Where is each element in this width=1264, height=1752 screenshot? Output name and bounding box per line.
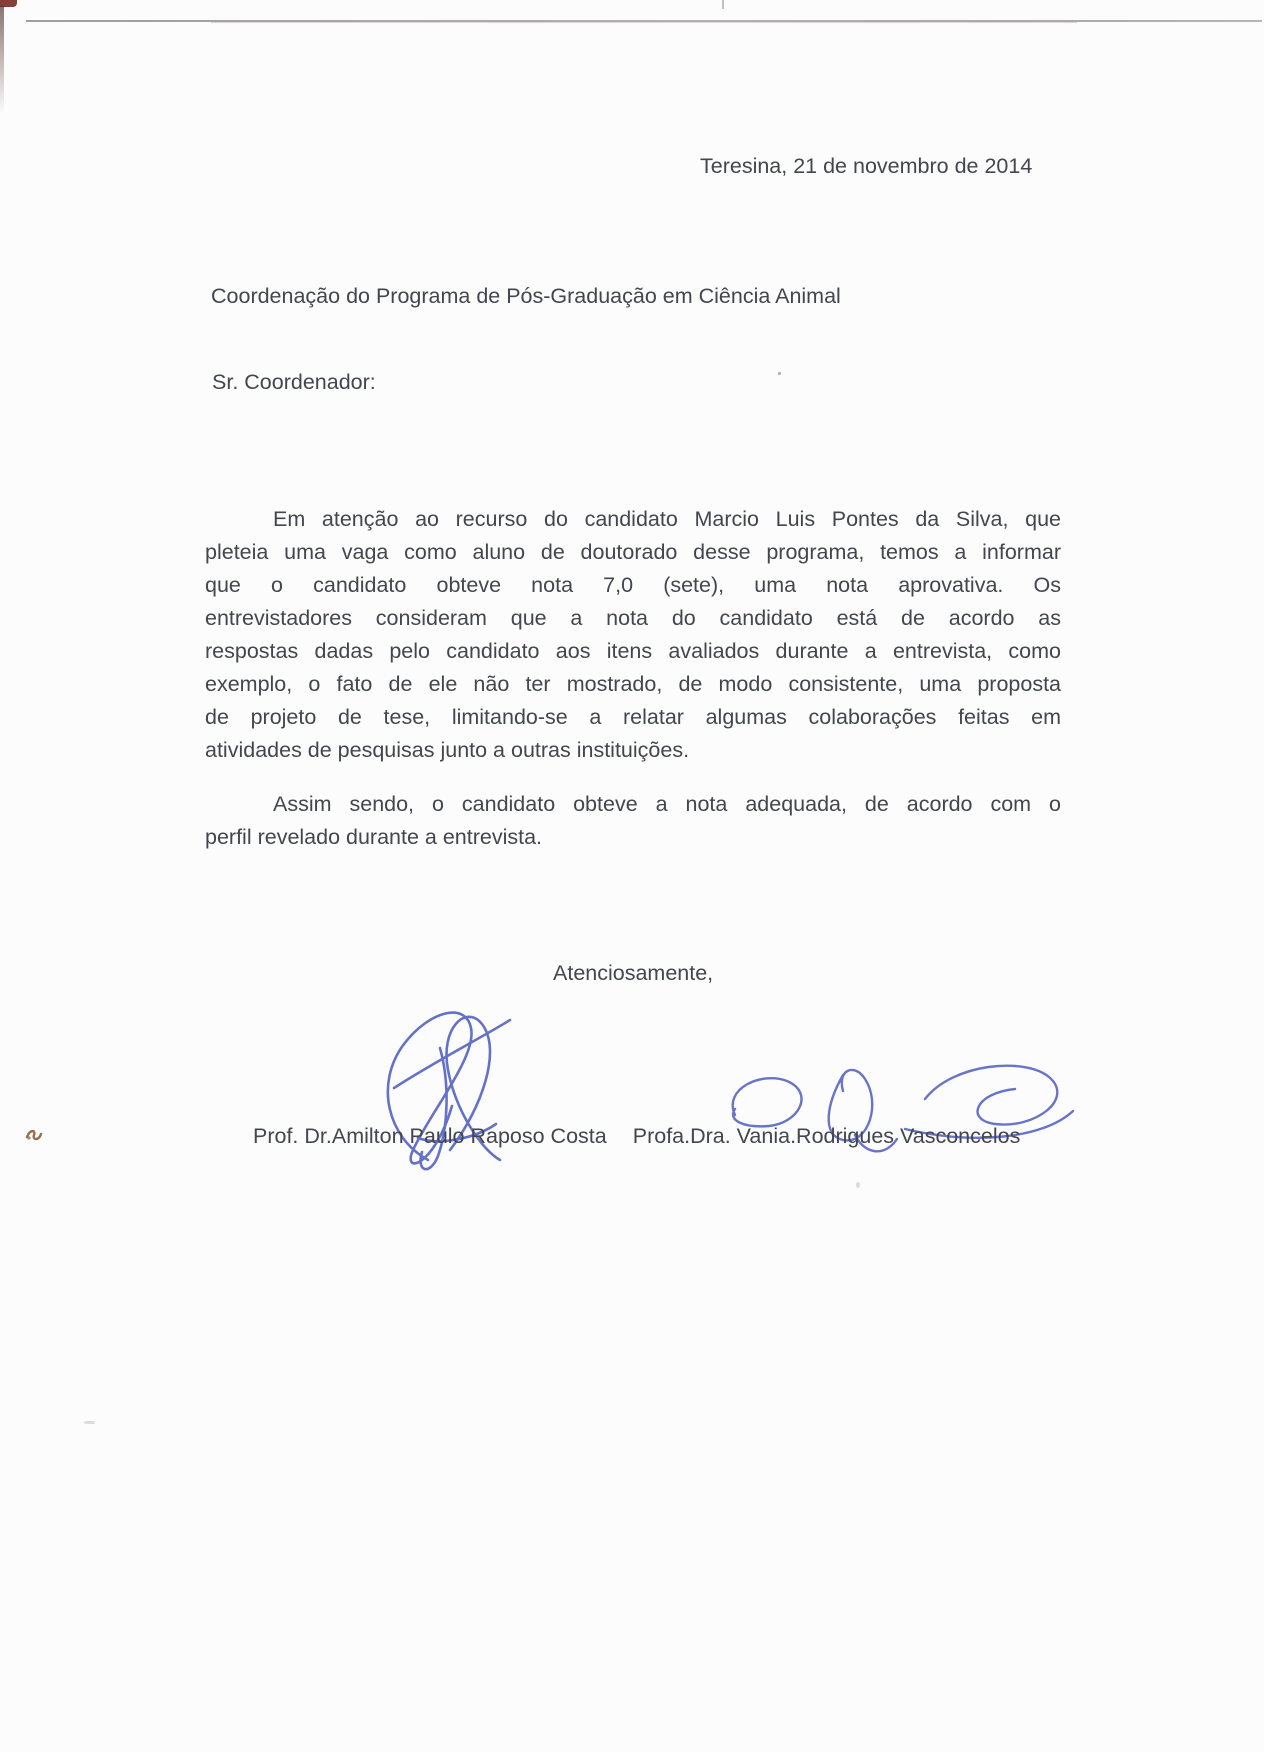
salutation: Sr. Coordenador: — [212, 370, 376, 394]
scan-artifact-edge-mark — [0, 6, 4, 114]
scan-artifact-top-line — [26, 20, 1262, 22]
paragraph-line: pleteia uma vaga como aluno de doutorado desse programa, temos a informar — [205, 540, 1061, 564]
scan-artifact-dot — [778, 372, 781, 375]
paragraph-line: Em atenção ao recurso do candidato Marcio Luis Pontes da Silva, que — [273, 507, 1061, 531]
closing-salutation: Atenciosamente, — [553, 961, 714, 985]
paragraph-line: perfil revelado durante a entrevista. — [205, 825, 543, 849]
date-line: Teresina, 21 de novembro de 2014 — [700, 154, 1033, 178]
recipient-line: Coordenação do Programa de Pós-Graduação em Ciência Animal — [211, 284, 841, 308]
paragraph-1 — [205, 503, 1061, 767]
paragraph-line: respostas dadas pelo candidato aos itens avaliados durante a entrevista, como — [205, 639, 1061, 663]
signatory-name-2: Profa.Dra. Vania.Rodrigues Vasconcelos — [632, 1124, 1021, 1148]
signature-ink-amilton — [330, 988, 592, 1185]
paragraph-2 — [205, 788, 1061, 854]
signatory-name-1: Prof. Dr.Amilton Paulo Raposo Costa — [253, 1124, 607, 1148]
scan-artifact-gray-dash — [84, 1421, 95, 1424]
paragraph-line: de projeto de tese, limitando-se a relatar algumas colaborações feitas em — [205, 705, 1061, 729]
paragraph-line: atividades de pesquisas junto a outras instituições. — [205, 738, 690, 762]
paragraph-line: Assim sendo, o candidato obteve a nota adequada, de acordo com o — [273, 792, 1061, 816]
scan-artifact-brown-speck — [24, 1126, 44, 1144]
signatory-names-row — [253, 1120, 1020, 1153]
letter-body — [205, 503, 1061, 854]
paragraph-line: que o candidato obteve nota 7,0 (sete), uma nota aprovativa. Os — [205, 573, 1061, 597]
scan-artifact-top-tick — [722, 0, 724, 9]
scan-artifact-gray-speck — [856, 1182, 860, 1188]
paragraph-line: exemplo, o fato de ele não ter mostrado, de modo consistente, uma proposta — [205, 672, 1061, 696]
paragraph-line: entrevistadores consideram que a nota do candidato está de acordo as — [205, 606, 1061, 630]
